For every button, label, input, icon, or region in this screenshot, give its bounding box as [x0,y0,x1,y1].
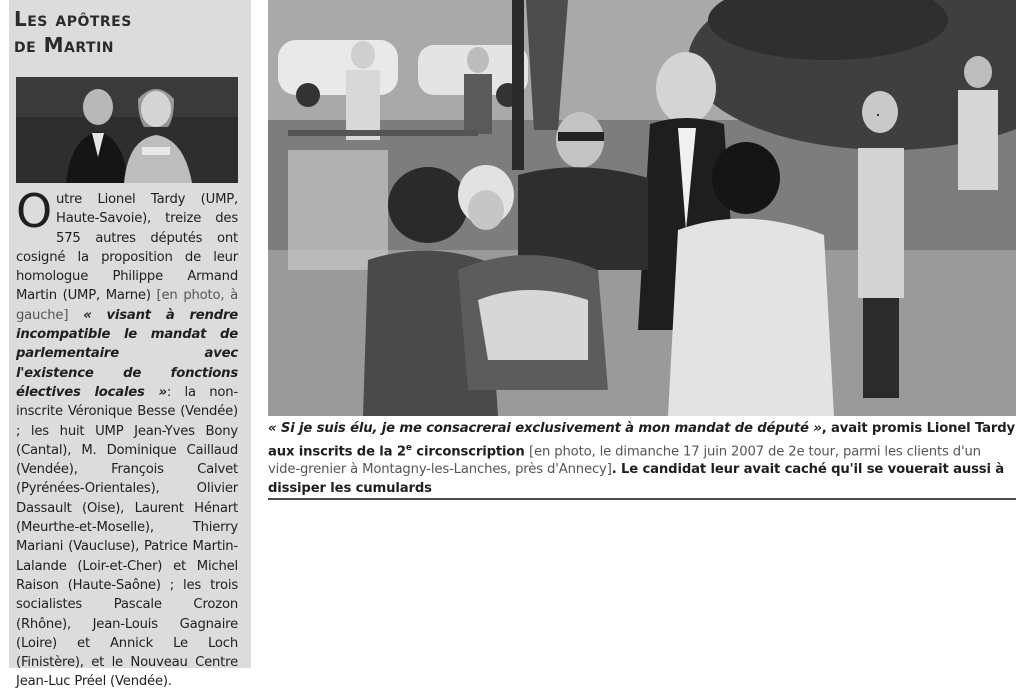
caption-quote: « Si je suis élu, je me consacrerai exclusivement à mon mandat de député » [268,421,822,436]
caption-sup: e [405,442,412,453]
caption-text1: , avait promis Lionel Tardy aux inscrits de la 2 [268,421,1015,459]
main-photo-image [268,0,1016,416]
sidebar-title [14,6,244,58]
sidebar-body-bracket: [en photo, à gauche] [16,288,238,323]
sidebar-body-p1: utre Lionel Tardy (UMP, Haute-Savoie), treize des 575 autres députés ont cosigné la proposition de leur homologue Philippe Armand Martin (UMP, Marne) [16,192,238,304]
sidebar-photo [16,77,238,183]
sidebar-title-line2: de Martin [14,33,115,57]
caption-bracket: [en photo, le dimanche 17 juin 2007 de 2e tour, parmi les clients d'un vide-grenier à Montagny-les-Lanches, près d'Annecy] [268,443,981,478]
main-photo [268,0,1016,416]
dropcap-letter: O [16,184,53,238]
caption-divider [268,498,1016,500]
sidebar-body-text [16,184,238,692]
photo-caption [268,420,1016,498]
caption-text3: . Le candidat leur avait caché qu'il se vouerait aussi à dissiper les cumulards [268,462,1005,496]
caption-text2: circonscription [411,443,530,459]
sidebar-title-line1: Les apôtres [14,7,132,31]
sidebar-photo-image [16,77,238,183]
sidebar-body-p2: : la non-inscrite Véronique Besse (Vendée) ; les huit UMP Jean-Yves Bony (Cantal), M. Dominique Caillaud (Vendée), François Calvet (Pyrénées-Orientales), Olivier Dassault (Oise), Laurent Hénart (Meurthe-et-Moselle), Thierry Mariani (Vaucluse), Patrice Martin-Lalande (Loir-et-Cher) et Michel Raison (Haute-Saône) ; les trois socialistes Pascale Crozon (Rhône), Jean-Louis Gagnaire (Loire) et Annick Le Loch (Finistère), et le Nouveau Centre Jean-Luc Préel (Vendée). [16,384,238,690]
sidebar-body-quote: « visant à rendre incompatible le mandat de parlementaire avec l'existence de fonctions électives locales » [16,307,238,400]
